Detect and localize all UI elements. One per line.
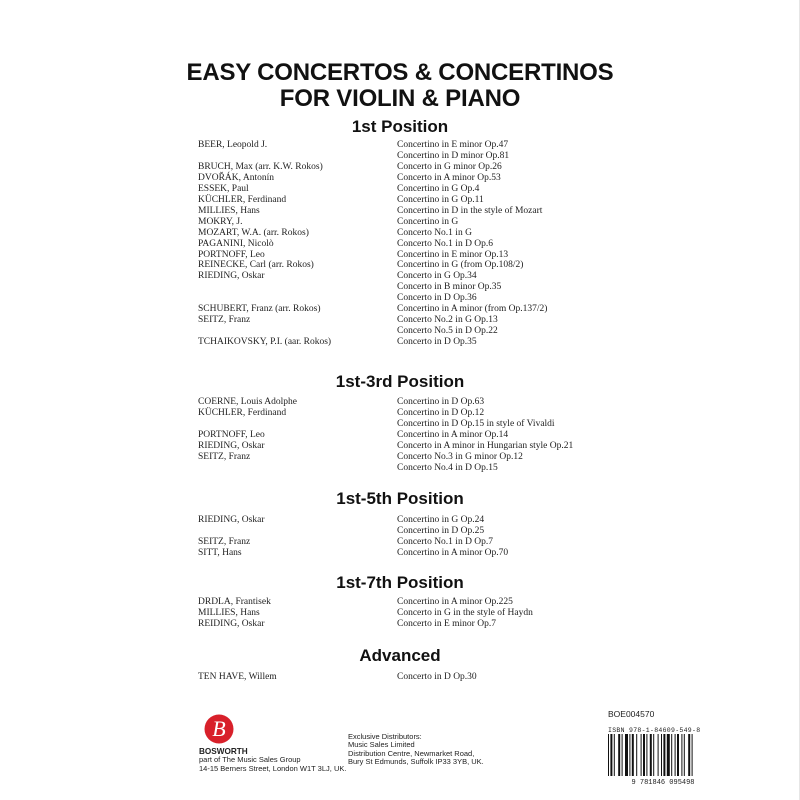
barcode-icon	[604, 734, 722, 786]
work-title: Concertino in D Op.15 in style of Vivaldi	[397, 418, 555, 429]
distributor-block	[348, 733, 484, 767]
composer-name: REIDING, Oskar	[198, 618, 265, 629]
list-item	[0, 608, 800, 619]
composer-name: DVOŘÁK, Antonín	[198, 172, 275, 183]
composer-name: TCHAIKOVSKY, P.I. (aar. Rokos)	[198, 337, 332, 348]
barcode-bar	[625, 734, 628, 776]
barcode-bar	[629, 734, 630, 776]
barcode-bar	[692, 734, 693, 776]
composer-name: SCHUBERT, Franz (arr. Rokos)	[198, 304, 321, 315]
list-item	[0, 293, 800, 304]
list-item	[0, 337, 800, 348]
work-title: Concerto in G Op.34	[397, 271, 477, 282]
work-title: Concertino in G Op.24	[397, 515, 485, 525]
section-heading: 1st-7th Position	[336, 573, 464, 592]
composer-name: RIEDING, Oskar	[198, 440, 265, 451]
list-item	[0, 162, 800, 173]
list-item	[0, 672, 800, 683]
publisher-address: 14-15 Berners Street, London W1T 3LJ, UK.	[199, 763, 347, 773]
catalog-number: BOE004570	[608, 709, 655, 719]
barcode-bar	[643, 734, 645, 776]
list-item	[0, 217, 800, 228]
list-item	[0, 548, 800, 559]
work-title: Concertino in E minor Op.47	[397, 140, 509, 150]
distributor-name: Music Sales Limited	[348, 740, 415, 750]
list-item	[0, 526, 800, 537]
work-title: Concerto No.1 in D Op.7	[397, 536, 494, 547]
page-title-line-1: EASY CONCERTOS & CONCERTINOS	[186, 59, 614, 86]
barcode-bar	[671, 734, 672, 776]
work-title: Concertino in D minor Op.81	[397, 150, 510, 161]
work-title: Concertino in G (from Op.108/2)	[397, 260, 524, 271]
work-title: Concerto No.4 in D Op.15	[397, 462, 498, 473]
barcode-bar	[646, 734, 647, 776]
composer-name: SEITZ, Franz	[198, 451, 251, 462]
composer-name: ESSEK, Paul	[198, 183, 249, 194]
list-item	[0, 206, 800, 217]
composer-name: PORTNOFF, Leo	[198, 429, 265, 440]
composer-name: DRDLA, Frantisek	[198, 597, 271, 607]
composer-name: MOZART, W.A. (arr. Rokos)	[198, 227, 309, 238]
barcode-bar	[608, 734, 609, 776]
list-item	[0, 315, 800, 326]
barcode-bar	[636, 734, 637, 776]
composer-name: COERNE, Louis Adolphe	[198, 397, 297, 407]
section-heading: 1st-3rd Position	[335, 372, 465, 391]
list-item	[0, 397, 800, 408]
list-item	[0, 408, 800, 419]
work-title: Concerto No.1 in D Op.6	[397, 238, 494, 249]
list-item	[0, 184, 800, 195]
composer-name: TEN HAVE, Willem	[198, 672, 277, 682]
composer-name: KÜCHLER, Ferdinand	[198, 194, 287, 205]
barcode-bar	[653, 734, 654, 776]
barcode-digits: 9 781846 095498	[631, 779, 695, 786]
list-item	[0, 195, 800, 206]
composer-name: REINECKE, Carl (arr. Rokos)	[198, 260, 314, 271]
work-title: Concertino in D Op.12	[397, 407, 485, 418]
list-item	[0, 430, 800, 441]
barcode-bar	[658, 734, 659, 776]
barcode-bar	[622, 734, 623, 776]
list-item	[0, 326, 800, 337]
work-title: Concerto in G minor Op.26	[397, 161, 502, 172]
composer-name: PAGANINI, Nicolò	[198, 238, 274, 249]
composer-name: BRUCH, Max (arr. K.W. Rokos)	[198, 161, 323, 172]
work-title: Concerto No.5 in D Op.22	[397, 326, 498, 337]
composer-name: PORTNOFF, Leo	[198, 249, 265, 260]
barcode-bar	[677, 734, 679, 776]
list-item	[0, 271, 800, 282]
barcode-bar	[688, 734, 690, 776]
barcode-bar	[614, 734, 615, 776]
section-heading: Advanced	[359, 646, 441, 665]
page-top-edge	[0, 0, 800, 8]
barcode-bar	[675, 734, 676, 776]
composer-name: SITT, Hans	[198, 547, 242, 558]
distributor-label: Exclusive Distributors:	[348, 732, 422, 741]
work-title: Concerto in D Op.30	[397, 672, 477, 682]
bosworth-logo-icon	[204, 714, 234, 744]
list-item	[0, 619, 800, 630]
list-item	[0, 260, 800, 271]
barcode-bar	[618, 734, 620, 776]
work-title: Concerto No.3 in G minor Op.12	[397, 451, 523, 462]
barcode-bar	[684, 734, 685, 776]
barcode-bar	[667, 734, 670, 776]
barcode-bar	[663, 734, 665, 776]
work-title: Concerto in D Op.36	[397, 293, 477, 304]
composer-name: MILLIES, Hans	[198, 608, 260, 618]
composer-name: MILLIES, Hans	[198, 205, 260, 216]
publisher-block	[199, 748, 346, 773]
section-heading: 1st Position	[351, 117, 449, 136]
list-item	[0, 441, 800, 452]
list-item	[0, 228, 800, 239]
isbn-label: ISBN 978-1-84609-549-8	[608, 727, 701, 734]
work-title: Concertino in A minor Op.14	[397, 429, 509, 440]
composer-name: RIEDING, Oskar	[198, 271, 265, 282]
work-title: Concertino in E minor Op.13	[397, 249, 509, 260]
work-title: Concertino in D in the style of Mozart	[397, 205, 543, 216]
work-title: Concerto No.2 in G Op.13	[397, 315, 498, 326]
barcode-bar	[641, 734, 642, 776]
work-title: Concerto in B minor Op.35	[397, 282, 502, 293]
work-title: Concertino in G Op.11	[397, 194, 484, 205]
barcode-bar	[650, 734, 652, 776]
work-title: Concerto in A minor Op.53	[397, 172, 501, 183]
composer-name: KÜCHLER, Ferdinand	[198, 407, 287, 418]
composer-name: BEER, Leopold J.	[198, 140, 268, 150]
barcode-bar	[681, 734, 682, 776]
composer-name: MOKRY, J.	[198, 216, 243, 227]
section-heading: 1st-5th Position	[336, 489, 464, 508]
composer-name: SEITZ, Franz	[198, 315, 251, 326]
distributor-address-2: Bury St Edmunds, Suffolk IP33 3YB, UK.	[348, 757, 484, 767]
work-title: Concertino in A minor Op.225	[397, 597, 513, 607]
work-title: Concerto No.1 in G	[397, 227, 472, 238]
list-item	[0, 250, 800, 261]
work-title: Concertino in G Op.4	[397, 183, 480, 194]
list-item	[0, 452, 800, 463]
publisher-name: BOSWORTH	[199, 747, 248, 756]
list-item	[0, 282, 800, 293]
work-title: Concertino in D Op.25	[397, 526, 485, 536]
list-item	[0, 419, 800, 430]
svg-text:B: B	[212, 716, 226, 741]
list-item	[0, 239, 800, 250]
list-item	[0, 173, 800, 184]
work-title: Concertino in A minor (from Op.137/2)	[397, 304, 548, 315]
barcode-bar	[661, 734, 662, 776]
list-item	[0, 537, 800, 548]
list-item	[0, 515, 800, 526]
work-title: Concertino in G	[397, 216, 459, 227]
work-title: Concertino in A minor Op.70	[397, 547, 509, 558]
work-title: Concerto in A minor in Hungarian style Op.21	[397, 440, 574, 451]
publisher-group: part of The Music Sales Group	[199, 755, 301, 765]
composer-name: SEITZ, Franz	[198, 536, 251, 547]
list-item	[0, 140, 800, 151]
barcode-bar	[632, 734, 634, 776]
composer-name: RIEDING, Oskar	[198, 515, 265, 525]
work-title: Concertino in D Op.63	[397, 397, 485, 407]
list-item	[0, 151, 800, 162]
list-item	[0, 597, 800, 608]
list-item	[0, 304, 800, 315]
work-title: Concerto in E minor Op.7	[397, 618, 496, 629]
page-title-line-2: FOR VIOLIN & PIANO	[279, 85, 521, 112]
work-title: Concerto in D Op.35	[397, 337, 477, 348]
distributor-address-1: Distribution Centre, Newmarket Road,	[348, 748, 475, 758]
work-title: Concerto in G in the style of Haydn	[397, 608, 533, 618]
barcode-bar	[610, 734, 612, 776]
list-item	[0, 463, 800, 474]
